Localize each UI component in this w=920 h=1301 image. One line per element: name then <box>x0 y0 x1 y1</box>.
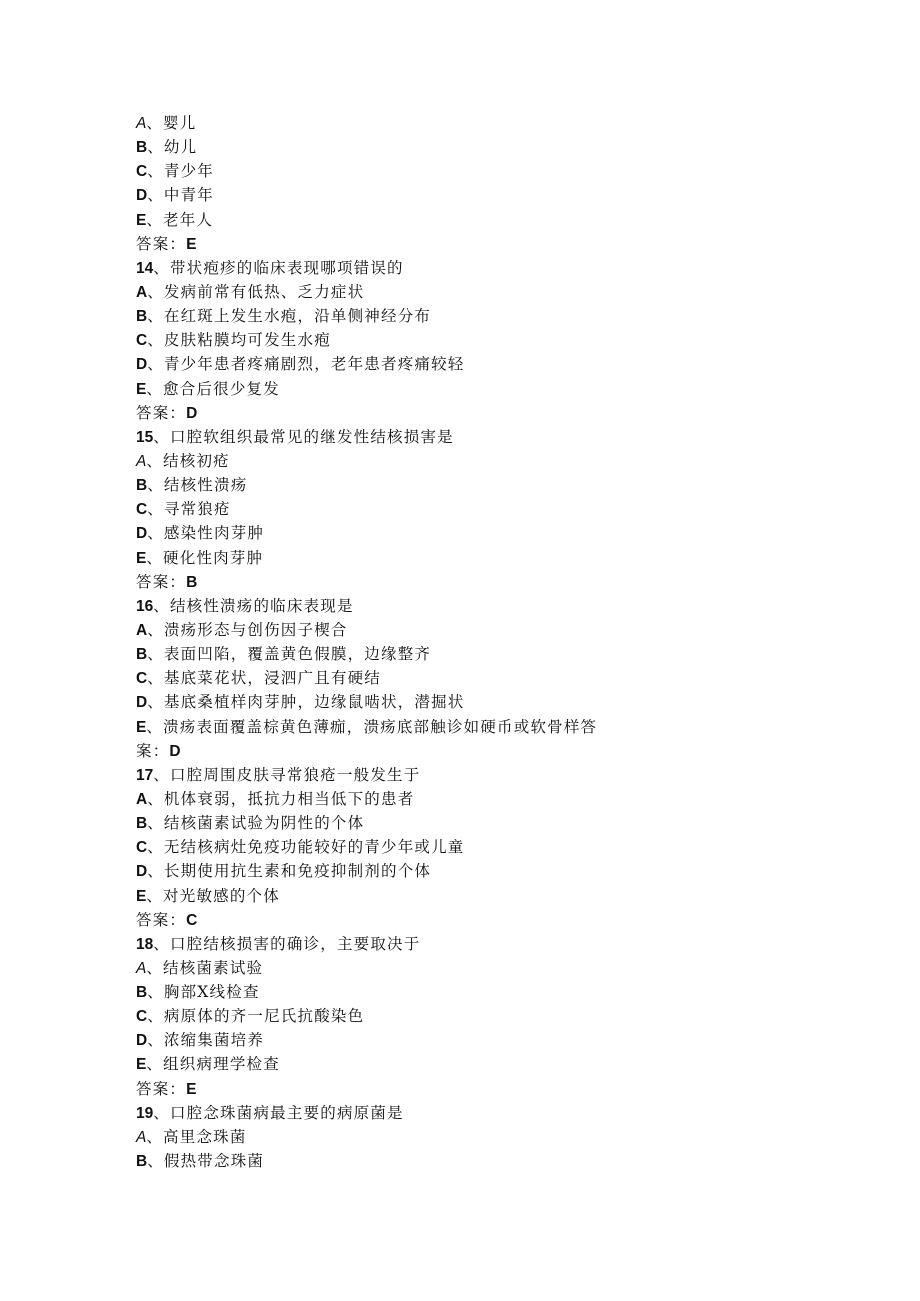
question-number: 17 <box>136 766 154 784</box>
option-line <box>136 884 676 908</box>
option-letter: B <box>136 646 148 664</box>
option-text: 、结核初疮 <box>146 451 230 470</box>
option-line <box>136 859 676 883</box>
question-stem <box>136 594 676 618</box>
option-letter: E <box>136 887 147 905</box>
option-text: 、在红斑上发生水疱，沿单侧神经分布 <box>147 307 432 326</box>
option-text: 、基底桑植样肉芽肿，边缘鼠啮状，潜掘状 <box>147 693 465 712</box>
option-line <box>136 159 676 183</box>
option-letter: B <box>136 1153 148 1171</box>
option-text: 、感染性肉芽肿 <box>147 524 265 543</box>
option-text: 、发病前常有低热、乏力症状 <box>147 282 365 301</box>
answer-line <box>136 570 676 594</box>
answer-prefix: 答案： <box>136 572 187 591</box>
option-letter: D <box>136 356 148 374</box>
option-letter: B <box>136 308 148 326</box>
option-text: 、寻常狼疮 <box>147 500 231 519</box>
option-letter: A <box>136 621 148 639</box>
answer-letter: C <box>186 911 198 929</box>
question-stem <box>136 1101 676 1125</box>
option-letter: A <box>136 115 147 132</box>
question-text: 、口腔软组织最常见的继发性结核损害是 <box>153 427 454 446</box>
option-line <box>136 715 676 739</box>
question-text: 、结核性溃疡的临床表现是 <box>153 596 354 615</box>
option-line <box>136 377 676 401</box>
option-letter: E <box>136 1056 147 1074</box>
option-letter: E <box>136 380 147 398</box>
option-letter: B <box>136 815 148 833</box>
option-text: 、结核菌素试验 <box>146 958 264 977</box>
answer-prefix: 答案： <box>136 1079 187 1098</box>
option-line <box>136 1125 676 1149</box>
answer-line <box>136 401 676 425</box>
option-letter: A <box>136 452 147 470</box>
option-line <box>136 497 676 521</box>
option-text: 、婴儿 <box>146 114 197 132</box>
option-letter: B <box>136 984 148 1002</box>
option-line <box>136 1149 676 1173</box>
option-line <box>136 473 676 497</box>
answer-prefix: 答案： <box>136 403 187 422</box>
option-text: 、无结核病灶免疫功能较好的青少年或儿童 <box>147 838 465 857</box>
option-line <box>136 111 676 135</box>
question-list <box>136 111 676 1173</box>
option-text: 、假热带念珠菌 <box>147 1152 265 1171</box>
answer-letter: D <box>186 404 198 422</box>
option-line <box>136 1052 676 1076</box>
answer-line <box>136 1077 676 1101</box>
option-text: 、组织病理学检查 <box>146 1055 280 1074</box>
option-line <box>136 690 676 714</box>
answer-prefix: 答案： <box>136 910 187 929</box>
option-line <box>136 787 676 811</box>
option-line <box>136 618 676 642</box>
option-line <box>136 328 676 352</box>
option-text: 、胸部X线检查 <box>147 983 260 1002</box>
option-letter: C <box>136 839 148 857</box>
option-line <box>136 183 676 207</box>
option-line <box>136 208 676 232</box>
option-letter: B <box>136 139 148 157</box>
option-letter: D <box>136 1032 148 1050</box>
option-text: 、皮肤粘膜均可发生水疱 <box>147 331 331 350</box>
answer-line <box>136 232 676 256</box>
option-text: 、青少年患者疼痛剧烈，老年患者疼痛较轻 <box>147 355 465 374</box>
answer-letter: B <box>186 573 198 591</box>
question-text: 、口腔念珠菌病最主要的病原菌是 <box>153 1103 404 1122</box>
option-letter: D <box>136 525 148 543</box>
option-text: 、溃疡表面覆盖棕黄色薄痂，溃疡底部触诊如硬币或软骨样答 <box>146 717 598 736</box>
option-letter: D <box>136 694 148 712</box>
question-number: 18 <box>136 935 154 953</box>
question-stem <box>136 932 676 956</box>
option-line <box>136 546 676 570</box>
option-letter: D <box>136 863 148 881</box>
question-stem <box>136 256 676 280</box>
option-text: 、机体衰弱，抵抗力相当低下的患者 <box>147 789 415 808</box>
option-line <box>136 1004 676 1028</box>
option-text: 、长期使用抗生素和免疫抑制剂的个体 <box>147 862 432 881</box>
option-line <box>136 135 676 159</box>
question-stem <box>136 763 676 787</box>
answer-letter: E <box>186 235 197 253</box>
option-text: 、结核菌素试验为阴性的个体 <box>147 814 365 833</box>
option-line <box>136 304 676 328</box>
option-text: 、病原体的齐一尼氏抗酸染色 <box>147 1007 365 1026</box>
option-letter: C <box>136 332 148 350</box>
option-text: 、硬化性肉芽肿 <box>146 548 264 567</box>
option-text: 、老年人 <box>146 210 214 229</box>
option-letter: A <box>136 1128 147 1146</box>
answer-prefix: 案： <box>136 741 170 760</box>
option-text: 、高里念珠菌 <box>146 1127 247 1146</box>
option-letter: B <box>136 477 148 495</box>
option-line <box>136 449 676 473</box>
option-text: 、中青年 <box>147 186 215 205</box>
question-number: 16 <box>136 597 154 615</box>
answer-letter: E <box>186 1080 197 1098</box>
option-line <box>136 835 676 859</box>
question-text: 、带状疱疹的临床表现哪项错误的 <box>153 258 404 277</box>
option-text: 、结核性溃疡 <box>147 476 248 495</box>
answer-prefix: 答案： <box>136 234 187 253</box>
option-line <box>136 811 676 835</box>
option-text: 、愈合后很少复发 <box>146 379 280 398</box>
question-stem <box>136 425 676 449</box>
option-line <box>136 666 676 690</box>
option-line <box>136 521 676 545</box>
option-text: 、表面凹陷，覆盖黄色假膜，边缘整齐 <box>147 645 432 664</box>
option-text: 、浓缩集菌培养 <box>147 1031 265 1050</box>
option-letter: C <box>136 670 148 688</box>
question-number: 14 <box>136 259 154 277</box>
option-text: 、青少年 <box>147 162 215 181</box>
option-line <box>136 1028 676 1052</box>
option-letter: C <box>136 1008 148 1026</box>
option-line <box>136 280 676 304</box>
option-letter: D <box>136 187 148 205</box>
answer-letter: D <box>169 742 181 760</box>
option-letter: E <box>136 549 147 567</box>
option-text: 、对光敏感的个体 <box>146 886 280 905</box>
answer-line <box>136 739 676 763</box>
option-line <box>136 980 676 1004</box>
question-number: 15 <box>136 428 154 446</box>
option-letter: A <box>136 959 147 977</box>
option-text: 、幼儿 <box>147 138 198 157</box>
option-text: 、溃疡形态与创伤因子楔合 <box>147 620 348 639</box>
answer-line <box>136 908 676 932</box>
option-text: 、基底菜花状，浸泗广且有硬结 <box>147 669 382 688</box>
option-letter: A <box>136 283 148 301</box>
option-letter: C <box>136 501 148 519</box>
option-letter: A <box>136 790 148 808</box>
option-letter: E <box>136 211 147 229</box>
question-number: 19 <box>136 1104 154 1122</box>
option-letter: E <box>136 718 147 736</box>
question-text: 、口腔周围皮肤寻常狼疮一般发生于 <box>153 765 421 784</box>
question-text: 、口腔结核损害的确诊，主要取决于 <box>153 934 421 953</box>
option-line <box>136 352 676 376</box>
option-line <box>136 642 676 666</box>
option-letter: C <box>136 163 148 181</box>
option-line <box>136 956 676 980</box>
